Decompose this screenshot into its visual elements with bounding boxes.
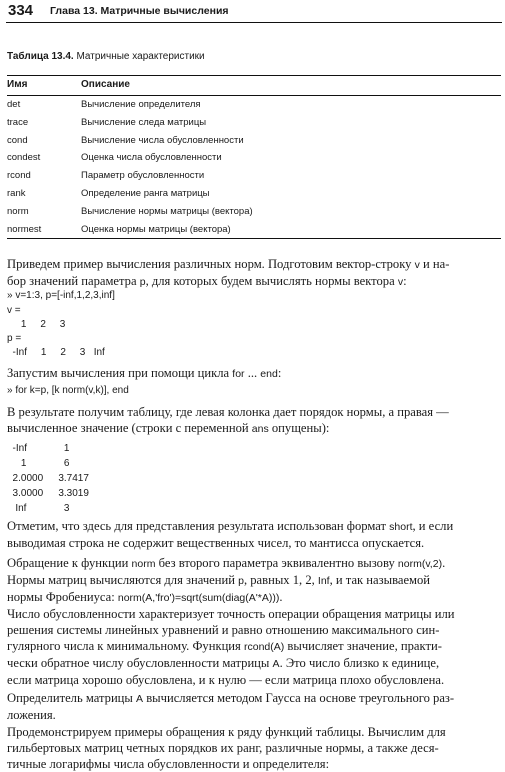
matrix-characteristics-table: [7, 75, 501, 239]
text: Приведем пример вычисления различных норм. Подготовим вектор-строку: [7, 257, 415, 271]
inline-code: A: [136, 693, 144, 705]
inline-code: norm(v,2): [397, 558, 443, 570]
function-name: rank: [7, 187, 26, 199]
code-line: -Inf 1 2 3 Inf: [7, 347, 105, 358]
text: ложения.: [7, 708, 56, 722]
inline-code: for: [232, 368, 245, 380]
inline-code: A: [272, 658, 280, 670]
text: вычисляется методом Гаусса на основе треугольного раз-: [143, 691, 455, 705]
text: В результате получим таблицу, где левая колонка дает порядок нормы, а правая —: [7, 405, 449, 419]
text: , и так называемой: [329, 573, 431, 587]
paragraph-result-description: [7, 404, 501, 437]
text: гильбертовых матриц четных порядков их ранг, различные нормы, а также деся-: [7, 741, 439, 755]
inline-code: ans: [251, 423, 269, 435]
inline-code: v: [397, 276, 404, 288]
table-row: [7, 132, 501, 150]
inline-code: end: [260, 368, 278, 380]
code-line: » for k=p, [k norm(v,k)], end: [7, 385, 129, 396]
paragraph-loop-intro: [7, 365, 501, 382]
code-line: » v=1:3, p=[-inf,1,2,3,inf]: [7, 290, 115, 301]
inline-code: rcond(A): [244, 641, 285, 653]
text: .: [279, 590, 283, 604]
text: Определитель матрицы: [7, 691, 137, 705]
text: , для которых будем вычислять нормы вектора: [145, 274, 398, 288]
table-row: [7, 203, 501, 221]
function-description: Вычисление определителя: [81, 99, 201, 110]
function-description: Оценка числа обусловленности: [81, 152, 222, 164]
inline-code: norm(A,'fro')=sqrt(sum(diag(A'*A))): [117, 592, 280, 604]
text: решения системы линейных уравнений и равно отношению максимального син-: [7, 623, 440, 637]
text: чески обратное числу обусловленности матрицы: [7, 656, 273, 670]
text: , и если: [412, 519, 454, 533]
table-row: [7, 114, 501, 132]
paragraph-short-format: [7, 518, 501, 551]
result-value: 3: [50, 503, 70, 514]
code-line: p =: [7, 333, 22, 344]
inline-code: norm: [131, 558, 156, 570]
paragraph-condition-number: [7, 606, 501, 688]
function-name: cond: [7, 134, 28, 146]
text: .: [442, 556, 446, 570]
text: Число обусловленности характеризует точность операции обращения матрицы или: [7, 607, 455, 621]
code-line: 1 2 3: [7, 319, 66, 330]
table-header-name: Имя: [7, 79, 28, 90]
function-description: Вычисление числа обусловленности: [81, 134, 244, 146]
function-description: Определение ранга матрицы: [81, 187, 210, 199]
function-name: condest: [7, 152, 41, 164]
text: ...: [244, 366, 261, 380]
inline-code: Inf: [317, 575, 330, 587]
page-number: 334: [8, 2, 34, 19]
table-row: [7, 221, 501, 239]
function-description: Вычисление следа матрицы: [81, 116, 207, 128]
text: Продемонстрируем примеры обращения к ряду функций таблицы. Вычислим для: [7, 725, 446, 739]
result-order: 3.0000: [7, 488, 44, 499]
text: Обращение к функции: [7, 556, 132, 570]
running-header: [6, 2, 502, 23]
table-header-description: Описание: [81, 79, 130, 90]
result-value: 1: [50, 443, 70, 454]
text: если матрица хорошо обусловлена, и к нулю — если матрица плохо обусловлена.: [7, 673, 445, 687]
inline-code: short: [389, 521, 413, 533]
result-value: 6: [50, 458, 70, 469]
table-header-row: [7, 76, 501, 96]
inline-code: p: [238, 575, 244, 587]
function-description: Вычисление нормы матрицы (вектора): [81, 205, 253, 217]
text: выводимая строка не содержит вещественных чисел, то мантисса опускается.: [7, 536, 425, 550]
text: бор значений параметра: [7, 274, 140, 288]
paragraph-norm-function: [7, 555, 501, 606]
text: гулярного числа к минимальному. Функция: [7, 639, 244, 653]
result-order: Inf: [7, 503, 27, 514]
table-caption-label: Таблица 13.4.: [7, 51, 74, 62]
text: , равных 1, 2,: [243, 573, 318, 587]
text: вычисленное значение (строки с переменной: [7, 421, 252, 435]
text: . Это число близко к единице,: [279, 656, 440, 670]
table-row: [7, 167, 501, 185]
result-value: 3.7417: [50, 473, 89, 484]
text: :: [277, 366, 282, 380]
table-row: [7, 149, 501, 167]
function-name: normest: [7, 223, 42, 235]
result-value: 3.3019: [50, 488, 89, 499]
result-order: -Inf: [7, 443, 28, 454]
function-name: rcond: [7, 170, 31, 182]
inline-code: p: [139, 276, 146, 288]
table-row: [7, 185, 501, 203]
code-line: v =: [7, 305, 21, 316]
function-description: Параметр обусловленности: [81, 170, 205, 182]
text: опущены):: [268, 421, 330, 435]
text: без второго параметра эквивалентно вызову: [155, 556, 398, 570]
text: и на-: [419, 257, 450, 271]
chapter-title: Глава 13. Матричные вычисления: [50, 5, 229, 17]
function-name: trace: [7, 116, 29, 128]
function-name: norm: [7, 205, 29, 217]
table-caption: [7, 51, 205, 62]
text: тичные логарифмы числа обусловленности и определителя:: [7, 757, 330, 771]
text: Отметим, что здесь для представления результата использован формат: [7, 519, 390, 533]
text: :: [403, 274, 407, 288]
text: нормы Фробениуса:: [7, 590, 118, 604]
result-order: 1: [7, 458, 27, 469]
table-row: [7, 96, 501, 114]
text: Нормы матриц вычисляются для значений: [7, 573, 239, 587]
text: вычисляет значение, практи-: [284, 639, 442, 653]
function-name: det: [7, 99, 21, 110]
paragraph-hilbert-demo: [7, 724, 501, 772]
inline-code: v: [414, 259, 420, 271]
paragraph-norms-intro: [7, 256, 501, 290]
text: Запустим вычисления при помощи цикла: [7, 366, 233, 380]
table-caption-text: Матричные характеристики: [76, 51, 205, 62]
function-description: Оценка нормы матрицы (вектора): [81, 223, 231, 235]
paragraph-determinant: [7, 690, 501, 723]
result-order: 2.0000: [7, 473, 44, 484]
